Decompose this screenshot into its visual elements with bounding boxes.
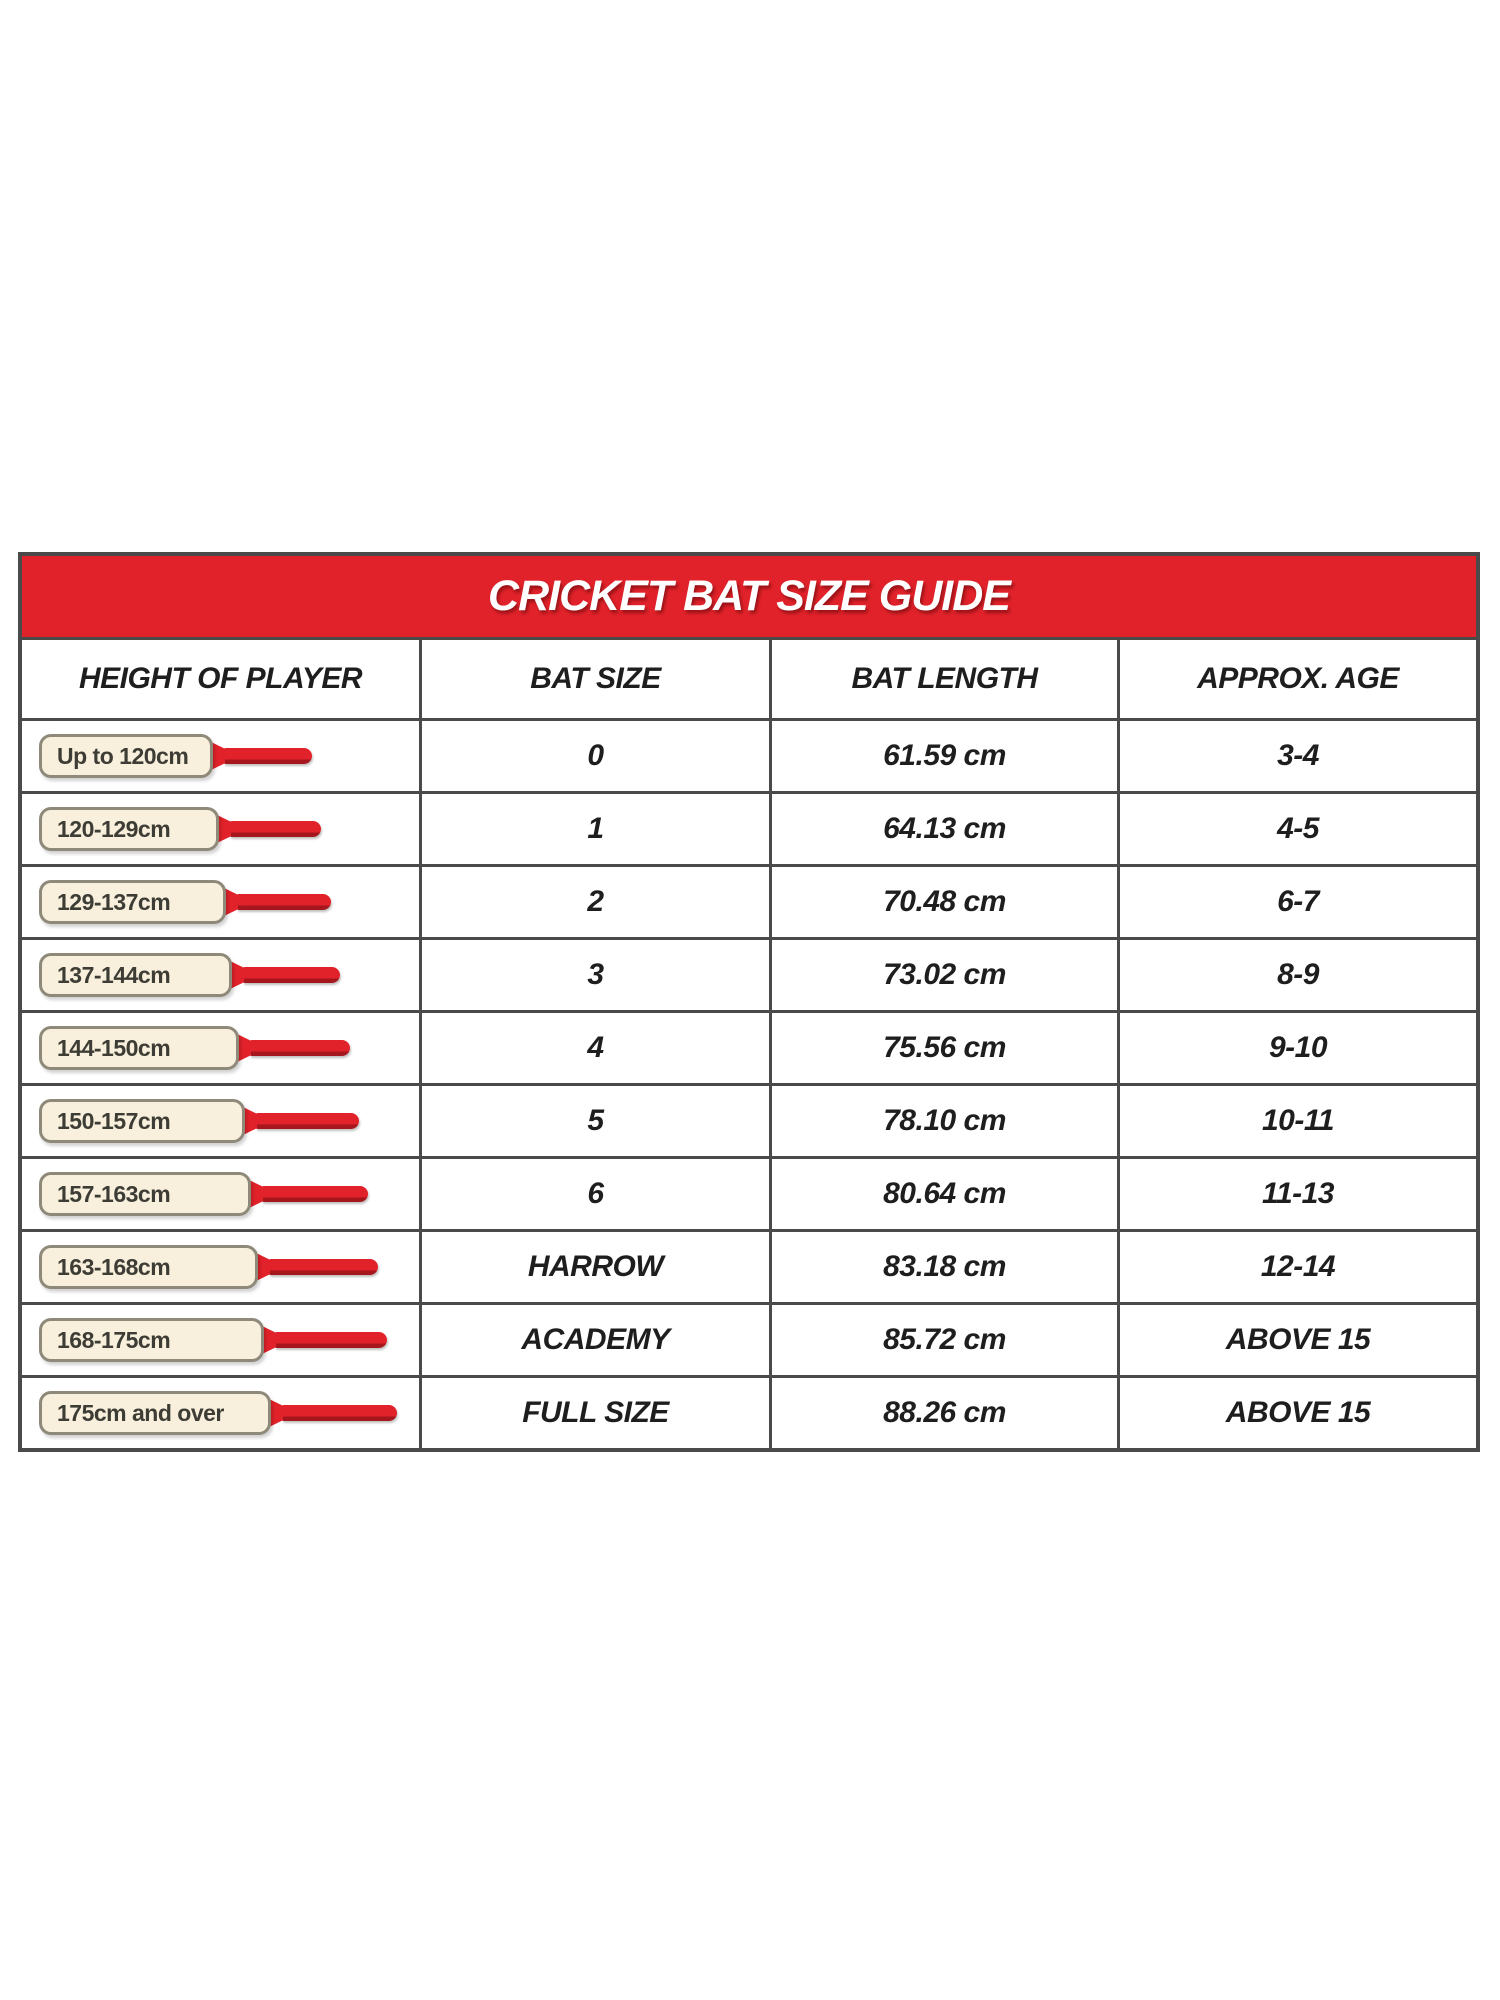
bat-handle	[237, 894, 331, 910]
height-range-label: Up to 120cm	[57, 742, 189, 769]
bat-size-cell: 2	[422, 867, 772, 937]
table-row	[22, 1229, 1476, 1302]
height-range-label: 129-137cm	[57, 888, 171, 915]
height-of-player-cell	[22, 1086, 422, 1156]
bat-length-cell: 64.13 cm	[772, 794, 1120, 864]
bat-length-cell: 73.02 cm	[772, 940, 1120, 1010]
cricket-bat-icon	[39, 1245, 378, 1289]
column-header-height-of-player: HEIGHT OF PLAYER	[22, 640, 422, 718]
table-row	[22, 718, 1476, 791]
bat-handle	[243, 967, 340, 983]
bat-length-cell: 88.26 cm	[772, 1378, 1120, 1448]
bat-blade	[39, 1318, 264, 1362]
column-header-bat-length: BAT LENGTH	[772, 640, 1120, 718]
approx-age-cell: 4-5	[1277, 812, 1319, 845]
height-range-label: 150-157cm	[57, 1107, 171, 1134]
bat-blade	[39, 807, 219, 851]
table-row	[22, 791, 1476, 864]
cricket-bat-icon	[39, 953, 340, 997]
height-range-label: 163-168cm	[57, 1253, 171, 1280]
height-of-player-cell	[22, 867, 422, 937]
height-of-player-cell	[22, 794, 422, 864]
bat-size-cell: 3	[422, 940, 772, 1010]
bat-blade	[39, 1172, 251, 1216]
table-row	[22, 1375, 1476, 1448]
bat-blade	[39, 880, 226, 924]
bat-size-cell: 4	[422, 1013, 772, 1083]
approx-age-cell: 8-9	[1277, 958, 1319, 991]
height-of-player-cell	[22, 940, 422, 1010]
height-of-player-cell	[22, 721, 422, 791]
height-range-label: 120-129cm	[57, 815, 171, 842]
bat-handle	[275, 1332, 387, 1348]
bat-length-cell: 61.59 cm	[772, 721, 1120, 791]
bat-blade	[39, 1391, 271, 1435]
bat-handle	[250, 1040, 350, 1056]
bat-blade	[39, 1245, 258, 1289]
table-row	[22, 937, 1476, 1010]
height-of-player-cell	[22, 1159, 422, 1229]
bat-size-cell: 5	[422, 1086, 772, 1156]
cricket-bat-icon	[39, 1391, 397, 1435]
bat-handle	[230, 821, 321, 837]
bat-handle	[256, 1113, 359, 1129]
height-of-player-cell	[22, 1305, 422, 1375]
approx-age-cell: 9-10	[1268, 1031, 1328, 1064]
bat-length-cell: 85.72 cm	[772, 1305, 1120, 1375]
approx-age-cell: ABOVE 15	[1225, 1396, 1371, 1429]
cricket-bat-icon	[39, 1099, 359, 1143]
cricket-bat-icon	[39, 734, 312, 778]
page-title: CRICKET BAT SIZE GUIDE	[488, 572, 1010, 620]
bat-size-cell: HARROW	[422, 1232, 772, 1302]
bat-blade	[39, 1099, 245, 1143]
height-of-player-cell	[22, 1378, 422, 1448]
height-range-label: 175cm and over	[57, 1399, 224, 1426]
cricket-bat-icon	[39, 1172, 368, 1216]
height-range-label: 168-175cm	[57, 1326, 171, 1353]
height-of-player-cell	[22, 1013, 422, 1083]
approx-age-cell: 11-13	[1261, 1177, 1334, 1210]
table-body	[22, 718, 1476, 1448]
bat-length-cell: 80.64 cm	[772, 1159, 1120, 1229]
bat-handle	[282, 1405, 397, 1421]
table-row	[22, 1302, 1476, 1375]
table-row	[22, 1156, 1476, 1229]
bat-handle	[224, 748, 312, 764]
height-range-label: 157-163cm	[57, 1180, 171, 1207]
approx-age-cell: 12-14	[1260, 1250, 1336, 1283]
approx-age-cell: ABOVE 15	[1225, 1323, 1371, 1356]
bat-handle	[269, 1259, 378, 1275]
cricket-bat-icon	[39, 1318, 387, 1362]
height-range-label: 137-144cm	[57, 961, 171, 988]
table-header-row	[22, 640, 1476, 718]
bat-length-cell: 83.18 cm	[772, 1232, 1120, 1302]
height-of-player-cell	[22, 1232, 422, 1302]
cricket-bat-size-guide-table	[18, 552, 1480, 1452]
cricket-bat-icon	[39, 807, 321, 851]
title-banner	[22, 556, 1476, 640]
height-range-label: 144-150cm	[57, 1034, 171, 1061]
bat-handle	[262, 1186, 368, 1202]
bat-blade	[39, 1026, 239, 1070]
table-row	[22, 864, 1476, 937]
bat-length-cell: 70.48 cm	[772, 867, 1120, 937]
bat-blade	[39, 953, 232, 997]
bat-size-cell: 0	[422, 721, 772, 791]
table-row	[22, 1083, 1476, 1156]
approx-age-cell: 10-11	[1261, 1104, 1334, 1137]
column-header-approx-age: APPROX. AGE	[1197, 662, 1399, 695]
column-header-bat-size: BAT SIZE	[422, 640, 772, 718]
bat-size-cell: 1	[422, 794, 772, 864]
cricket-bat-icon	[39, 880, 331, 924]
bat-size-cell: 6	[422, 1159, 772, 1229]
bat-blade	[39, 734, 213, 778]
bat-size-cell: ACADEMY	[422, 1305, 772, 1375]
bat-size-cell: FULL SIZE	[422, 1378, 772, 1448]
approx-age-cell: 6-7	[1277, 885, 1319, 918]
bat-length-cell: 78.10 cm	[772, 1086, 1120, 1156]
cricket-bat-icon	[39, 1026, 350, 1070]
table-row	[22, 1010, 1476, 1083]
approx-age-cell: 3-4	[1277, 739, 1319, 772]
bat-length-cell: 75.56 cm	[772, 1013, 1120, 1083]
